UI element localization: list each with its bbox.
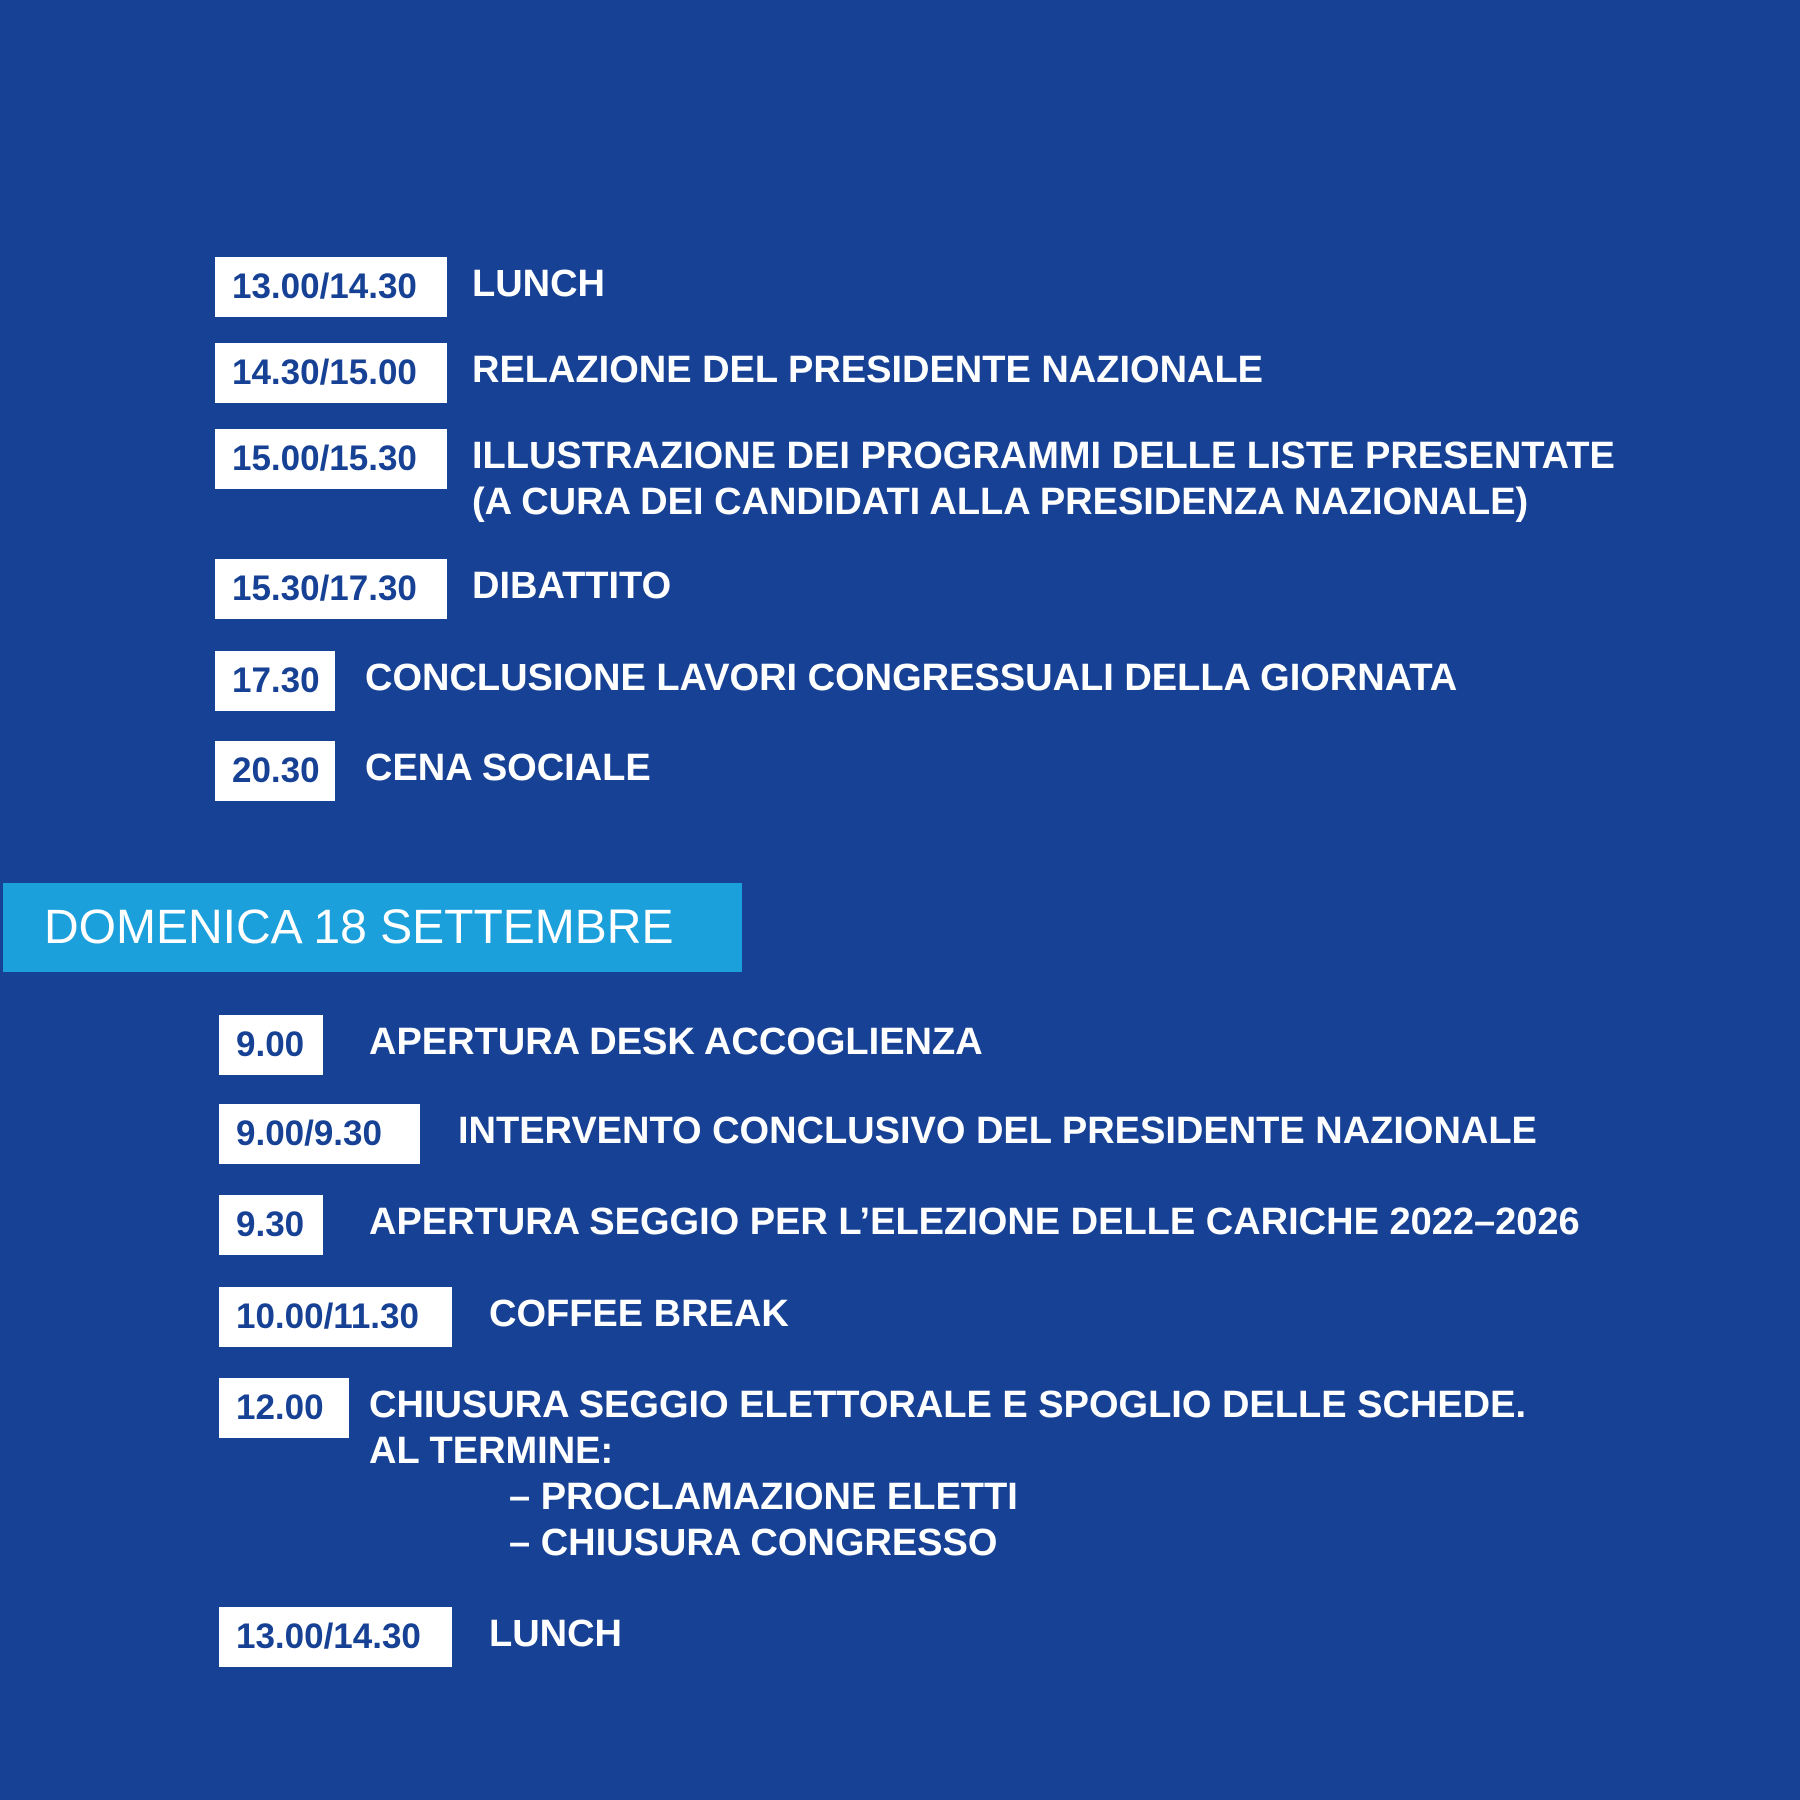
event-line: APERTURA DESK ACCOGLIENZA [369, 1021, 983, 1063]
schedule-row [215, 559, 671, 619]
event-line: LUNCH [489, 1613, 622, 1655]
day-header: DOMENICA 18 SETTEMBRE [3, 883, 742, 972]
event-line: APERTURA SEGGIO PER L’ELEZIONE DELLE CARICHE 2022–2026 [369, 1201, 1580, 1243]
time-badge: 17.30 [215, 651, 335, 711]
event-description [472, 257, 605, 307]
schedule-row [219, 1195, 1580, 1255]
event-sub-item: – PROCLAMAZIONE ELETTI [509, 1476, 1018, 1518]
time-badge: 9.00 [219, 1015, 323, 1075]
time-badge: 9.30 [219, 1195, 323, 1255]
event-description [458, 1104, 1537, 1154]
event-description [489, 1287, 789, 1337]
event-description [365, 741, 651, 791]
event-line: CENA SOCIALE [365, 747, 651, 789]
event-line: (A CURA DEI CANDIDATI ALLA PRESIDENZA NAZIONALE) [472, 481, 1529, 523]
time-badge: 10.00/11.30 [219, 1287, 452, 1347]
schedule-row [219, 1607, 622, 1667]
event-description [489, 1607, 622, 1657]
event-line: CONCLUSIONE LAVORI CONGRESSUALI DELLA GIORNATA [365, 657, 1458, 699]
schedule-row [219, 1378, 1526, 1566]
schedule-row [215, 651, 1457, 711]
time-badge: 13.00/14.30 [219, 1607, 452, 1667]
event-line: AL TERMINE: [369, 1430, 614, 1472]
event-description [369, 1378, 1526, 1566]
event-description [472, 429, 1615, 525]
time-badge: 13.00/14.30 [215, 257, 447, 317]
event-description [472, 343, 1263, 393]
event-line: DIBATTITO [472, 565, 672, 607]
schedule-row [219, 1287, 789, 1347]
schedule-row [215, 429, 1615, 525]
schedule-row [219, 1015, 983, 1075]
time-badge: 20.30 [215, 741, 335, 801]
event-description [365, 651, 1457, 701]
schedule-row [215, 257, 605, 317]
event-description [369, 1015, 983, 1065]
time-badge: 15.30/17.30 [215, 559, 447, 619]
time-badge: 9.00/9.30 [219, 1104, 420, 1164]
schedule-row [215, 343, 1263, 403]
event-line: ILLUSTRAZIONE DEI PROGRAMMI DELLE LISTE PRESENTATE [472, 435, 1615, 477]
event-line: INTERVENTO CONCLUSIVO DEL PRESIDENTE NAZIONALE [458, 1110, 1537, 1152]
time-badge: 15.00/15.30 [215, 429, 447, 489]
event-description [369, 1195, 1580, 1245]
event-line: CHIUSURA SEGGIO ELETTORALE E SPOGLIO DELLE SCHEDE. [369, 1384, 1527, 1426]
time-badge: 12.00 [219, 1378, 349, 1438]
event-line: COFFEE BREAK [489, 1293, 789, 1335]
schedule-row [219, 1104, 1537, 1164]
schedule-row [215, 741, 651, 801]
event-line: LUNCH [472, 263, 605, 305]
event-description [472, 559, 671, 609]
time-badge: 14.30/15.00 [215, 343, 447, 403]
event-sub-item: – CHIUSURA CONGRESSO [509, 1522, 998, 1564]
event-line: RELAZIONE DEL PRESIDENTE NAZIONALE [472, 349, 1264, 391]
